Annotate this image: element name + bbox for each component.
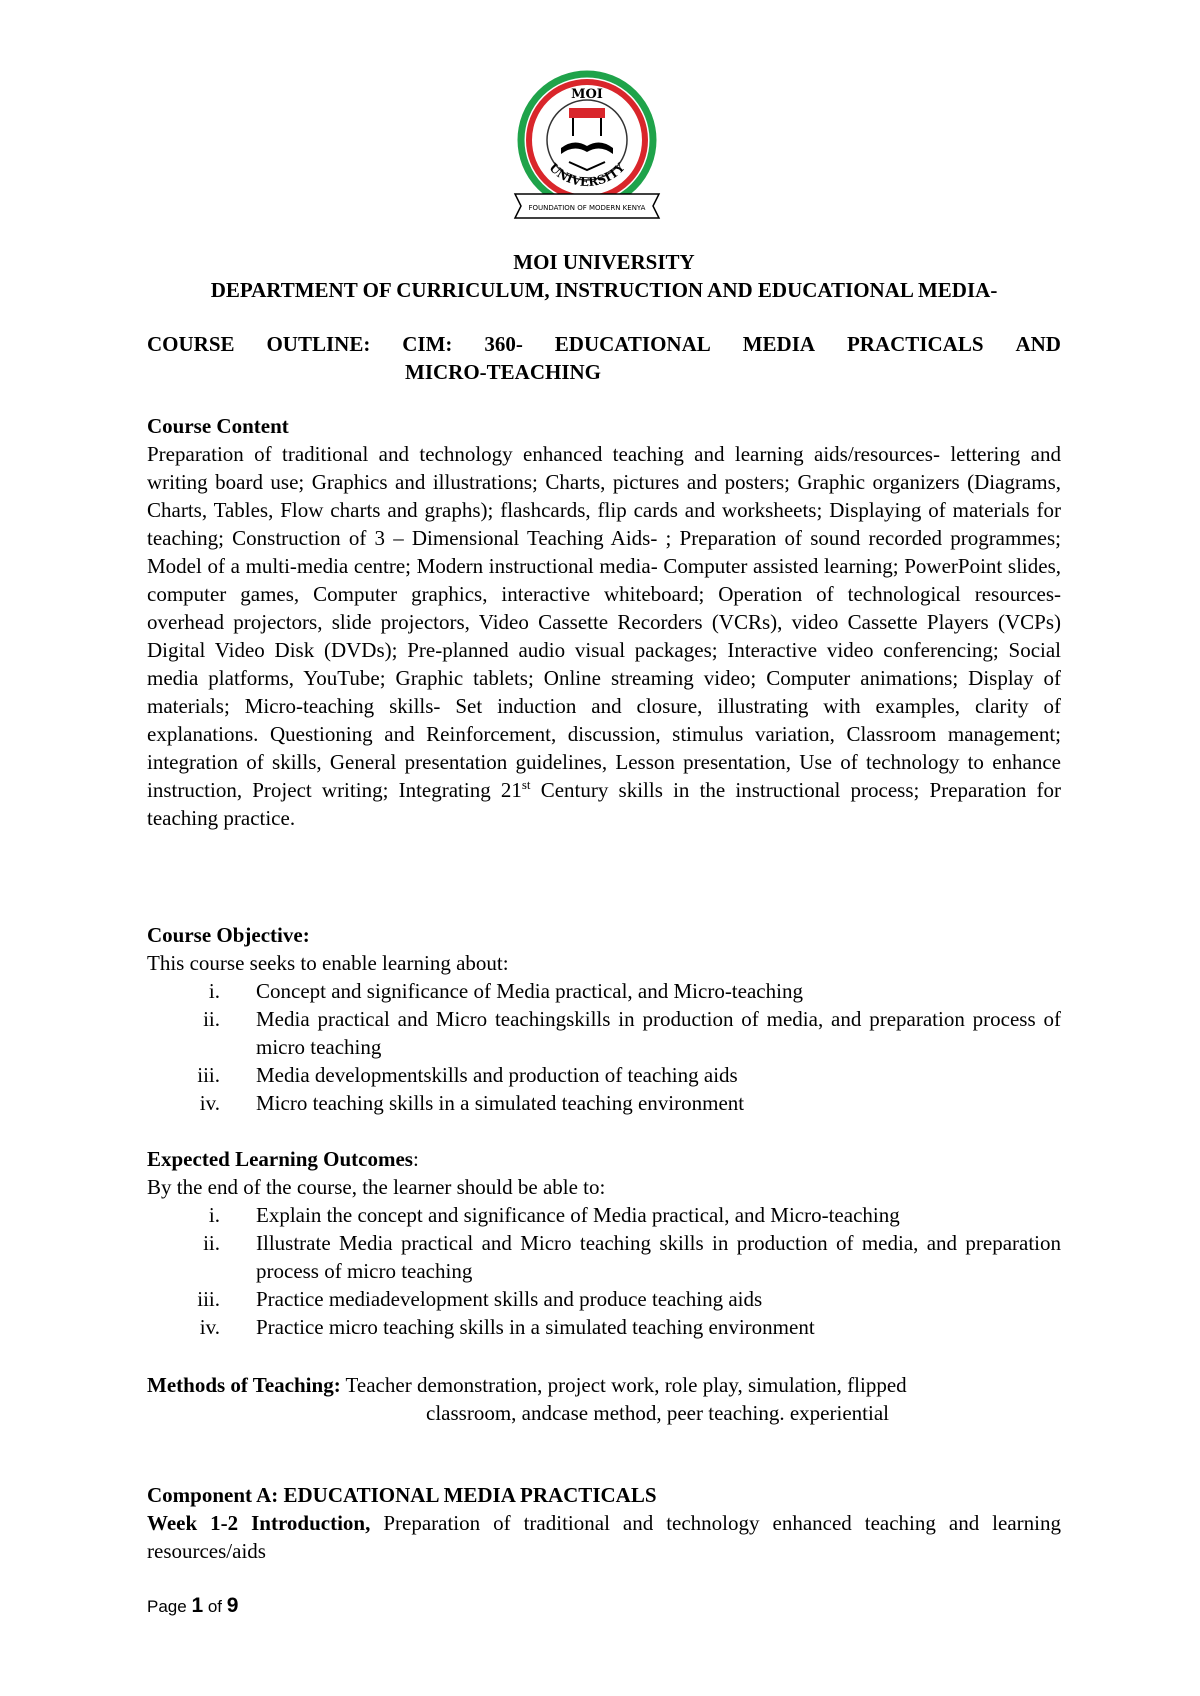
outline-word: AND (1015, 332, 1061, 356)
crest-ring-text: UNIVERSITY (546, 160, 628, 190)
department-name: DEPARTMENT OF CURRICULUM, INSTRUCTION AND EDUCATIONAL MEDIA- (210, 278, 998, 302)
list-item-number: ii. (203, 1007, 220, 1031)
outline-word: CIM: (402, 332, 453, 356)
current-page-number: 1 (191, 1594, 204, 1617)
course-objective-list (147, 977, 1061, 1117)
course-outline-line2: MICRO-TEACHING (405, 360, 602, 384)
list-item-text: Micro teaching skills in a simulated teaching environment (256, 1091, 745, 1115)
list-item (147, 1061, 1061, 1089)
list-item-text: Concept and significance of Media practical, and Micro-teaching (256, 979, 803, 1003)
list-item-text: Practice micro teaching skills in a simulated teaching environment (256, 1315, 815, 1339)
outline-word: EDUCATIONAL (554, 332, 711, 356)
outline-word: PRACTICALS (846, 332, 984, 356)
list-item-text: Media developmentskills and production of teaching aids (256, 1063, 738, 1087)
course-objective-intro: This course seeks to enable learning about: (147, 951, 509, 975)
crest-ribbon-text: FOUNDATION OF MODERN KENYA (528, 204, 646, 212)
list-item-number: i. (208, 1203, 220, 1227)
document-page (147, 0, 1061, 1696)
course-content-text: Preparation of traditional and technology enhanced teaching and learning aids/resources- lettering and writing board use; Graphics and illustrations; Charts, pictures and posters; Graphic organizers (Diagrams, Charts, Tables, Flow charts and graphs); flashcards, flip cards and worksheets; Displaying of materials for teaching; Construction of 3 – Dimensional Teaching Aids- ; Preparation of sound recorded programmes; Model of a multi-media centre; Modern instructional media- Computer assisted learning; PowerPoint slides, computer games, Computer graphics, interactive whiteboard; Operation of technological resources- overhead projectors, slide projectors, Video Cassette Recorders (VCRs), video Cassette Players (VCPs) Digital Video Disk (DVDs); Pre-planned audio visual packages; Interactive video conferencing; Social media platforms, YouTube; Graphic tablets; Online streaming video; Computer animations; Display of materials; Micro-teaching skills- Set induction and closure, illustrating with examples, clarity of explanations. Questioning and Reinforcement, discussion, stimulus variation, Classroom management; integration of skills, General presentation guidelines, Lesson presentation, Use of technology to enhance instruction, Project writing; Integrating 21st Century skills in the instructional process; Preparation for teaching practice. (147, 442, 1061, 830)
learning-outcomes-list (147, 1201, 1061, 1341)
total-pages: 9 (226, 1594, 239, 1617)
list-item (147, 1313, 1061, 1341)
list-item-number: iv. (199, 1091, 220, 1115)
course-outline-line1 (147, 330, 1061, 358)
university-crest-logo (509, 70, 665, 230)
methods-line1: Methods of Teaching: Teacher demonstration, project work, role play, simulation, flipped (147, 1373, 907, 1397)
outline-word: 360- (484, 332, 523, 356)
university-name: MOI UNIVERSITY (513, 250, 695, 274)
learning-outcomes-section (147, 1145, 1061, 1341)
methods-section (147, 1371, 1061, 1427)
component-a-section (147, 1481, 1061, 1565)
list-item (147, 1201, 1061, 1229)
course-content-heading: Course Content (147, 414, 289, 438)
list-item (147, 977, 1061, 1005)
list-item (147, 1089, 1061, 1117)
week-1-2-text: Week 1-2 Introduction, Preparation of traditional and technology enhanced teaching and learning resources/aids (147, 1511, 1061, 1563)
list-item-number: ii. (203, 1231, 220, 1255)
outline-word: MEDIA (742, 332, 816, 356)
list-item-number: iv. (199, 1315, 220, 1339)
list-item (147, 1229, 1061, 1285)
methods-heading: Methods of Teaching: (147, 1373, 341, 1397)
learning-outcomes-intro: By the end of the course, the learner should be able to: (147, 1175, 606, 1199)
course-objective-section (147, 921, 1061, 1117)
outline-word: OUTLINE: (266, 332, 371, 356)
learning-outcomes-heading: Expected Learning Outcomes (147, 1147, 413, 1171)
list-item-number: iii. (197, 1063, 220, 1087)
outline-word: COURSE (147, 332, 235, 356)
list-item-text: Practice mediadevelopment skills and produce teaching aids (256, 1287, 763, 1311)
crest-top-text: MOI (571, 87, 603, 102)
list-item-number: iii. (197, 1287, 220, 1311)
course-objective-heading: Course Objective: (147, 923, 310, 947)
component-a-heading: Component A: EDUCATIONAL MEDIA PRACTICALS (147, 1483, 657, 1507)
list-item (147, 1005, 1061, 1061)
methods-line2: classroom, andcase method, peer teaching. experiential (426, 1401, 889, 1425)
course-outline-title (147, 330, 1061, 386)
list-item-number: i. (208, 979, 220, 1003)
list-item (147, 1285, 1061, 1313)
list-item-text: Media practical and Micro teachingskills in production of media, and preparation process of micro teaching (256, 1007, 1061, 1059)
learning-outcomes-heading-row: Expected Learning Outcomes: (147, 1147, 419, 1171)
page-number-footer: Page 1 of 9 (147, 1594, 239, 1617)
list-item-text: Illustrate Media practical and Micro teaching skills in production of media, and preparation process of micro teaching (256, 1231, 1061, 1283)
course-content-section (147, 412, 1061, 832)
list-item-text: Explain the concept and significance of Media practical, and Micro-teaching (256, 1203, 900, 1227)
